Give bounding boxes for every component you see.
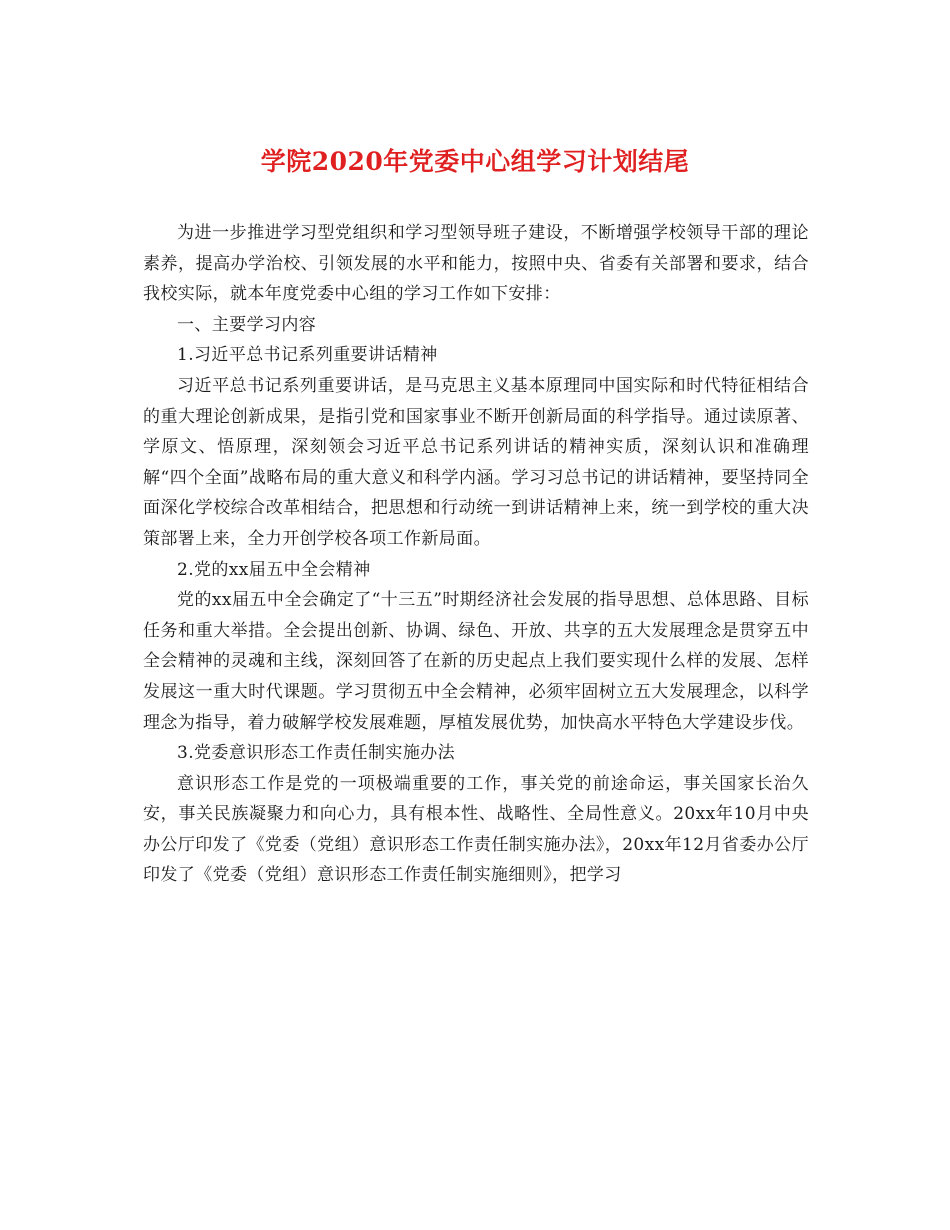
- document-title: 学院2020年党委中心组学习计划结尾: [260, 147, 690, 176]
- section-heading-main-content: 一、主要学习内容: [177, 314, 317, 335]
- paragraph-3: 意识形态工作是党的一项极端重要的工作，事关党的前途命运，事关国家长治久安，事关民族凝聚力和向心力，具有根本性、战略性、全局性意义。20xx年10月中央办公厅印发了《党委（党组）意识形态工作责任制实施办法》，20xx年12月省委办公厅印发了《党委（党组）意识形态工作责任制实施细则》，把学习: [143, 773, 809, 886]
- paragraph-2: 党的xx届五中全会确定了“十三五”时期经济社会发展的指导思想、总体思路、目标任务和重大举措。全会提出创新、协调、绿色、开放、共享的五大发展理念是贯穿五中全会精神的灵魂和主线，深刻回答了在新的历史起点上我们要实现什么样的发展、怎样发展这一重大时代课题。学习贯彻五中全会精神，必须牢固树立五大发展理念，以科学理念为指导，着力破解学校发展难题，厚植发展优势，加快高水平特色大学建设步伐。: [143, 590, 809, 733]
- subheading-3: 3.党委意识形态工作责任制实施办法: [177, 743, 456, 764]
- document-body: [143, 218, 809, 891]
- paragraph-1: 习近平总书记系列重要讲话，是马克思主义基本原理同中国实际和时代特征相结合的重大理论创新成果，是指引党和国家事业不断开创新局面的科学指导。通过读原著、学原文、悟原理，深刻领会习近平总书记系列讲话的精神实质，深刻认识和准确理解“四个全面”战略布局的重大意义和科学内涵。学习习总书记的讲话精神，要坚持同全面深化学校综合改革相结合，把思想和行动统一到讲话精神上来，统一到学校的重大决策部署上来，全力开创学校各项工作新局面。: [143, 375, 809, 549]
- intro-paragraph: 为进一步推进学习型党组织和学习型领导班子建设，不断增强学校领导干部的理论素养，提高办学治校、引领发展的水平和能力，按照中央、省委有关部署和要求，结合我校实际，就本年度党委中心组的学习工作如下安排：: [143, 223, 809, 305]
- subheading-1: 1.习近平总书记系列重要讲话精神: [177, 345, 438, 366]
- subheading-2: 2.党的xx届五中全会精神: [177, 559, 371, 580]
